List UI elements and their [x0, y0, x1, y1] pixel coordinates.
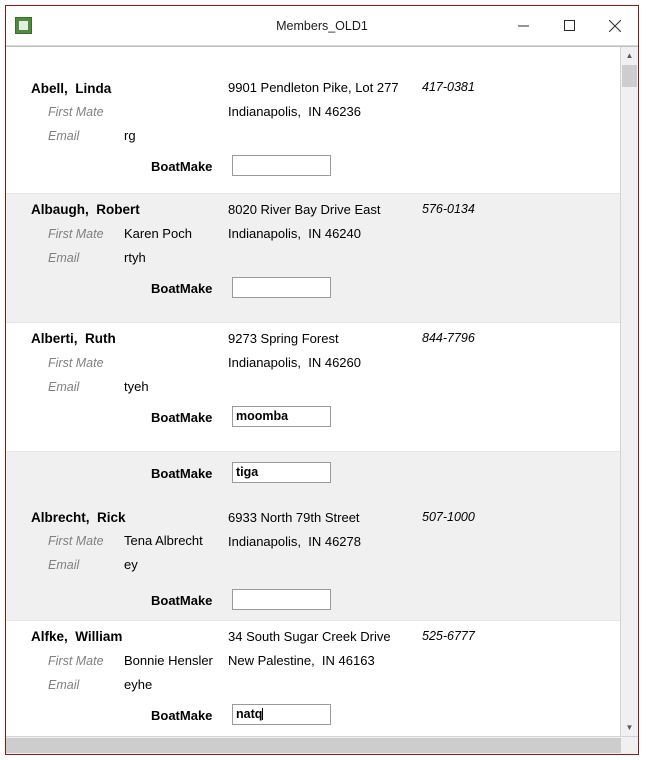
- email-value[interactable]: eyhe: [124, 677, 153, 692]
- member-name: Albaugh, Robert: [31, 202, 140, 217]
- address-line-1: 9901 Pendleton Pike, Lot 277: [228, 80, 399, 95]
- email-value[interactable]: ey: [124, 557, 138, 572]
- address-line-1: 9273 Spring Forest: [228, 331, 339, 346]
- email-label: Email: [48, 678, 80, 692]
- email-label: Email: [48, 251, 80, 265]
- address-line-2: Indianapolis, IN 46260: [228, 355, 361, 370]
- first-mate-label: First Mate: [48, 227, 104, 241]
- address-line-2: Indianapolis, IN 46236: [228, 104, 361, 119]
- phone-number: 576-0134: [422, 202, 475, 216]
- boatmake-label: BoatMake: [151, 410, 213, 425]
- email-value[interactable]: rtyh: [124, 250, 146, 265]
- boatmake-input[interactable]: moomba: [232, 406, 331, 427]
- close-icon[interactable]: [592, 6, 638, 45]
- scroll-up-icon[interactable]: ▲: [621, 47, 638, 64]
- vertical-scroll-thumb[interactable]: [622, 65, 637, 87]
- table-row[interactable]: [6, 452, 620, 621]
- phone-number: 525-6777: [422, 629, 475, 643]
- email-value[interactable]: rg: [124, 128, 136, 143]
- address-line-2: New Palestine, IN 46163: [228, 653, 375, 668]
- member-name: Albrecht, Rick: [31, 510, 126, 525]
- address-line-1: 34 South Sugar Creek Drive: [228, 629, 391, 644]
- first-mate-label: First Mate: [48, 105, 104, 119]
- boatmake-input[interactable]: [232, 589, 331, 610]
- table-row[interactable]: [6, 194, 620, 323]
- form-body: [6, 46, 638, 736]
- address-line-2: Indianapolis, IN 46278: [228, 534, 361, 549]
- phone-number: 844-7796: [422, 331, 475, 345]
- first-mate-label: First Mate: [48, 654, 104, 668]
- first-mate-value[interactable]: Tena Albrecht: [124, 533, 203, 548]
- first-mate-label: First Mate: [48, 534, 104, 548]
- email-label: Email: [48, 558, 80, 572]
- horizontal-scroll-thumb[interactable]: [6, 738, 638, 753]
- application-window: [5, 5, 639, 755]
- phone-number: 417-0381: [422, 80, 475, 94]
- boatmake-input[interactable]: [232, 277, 331, 298]
- first-mate-label: First Mate: [48, 356, 104, 370]
- boatmake-label: BoatMake: [151, 159, 213, 174]
- address-line-2: Indianapolis, IN 46240: [228, 226, 361, 241]
- access-form-icon: [15, 17, 32, 34]
- maximize-icon[interactable]: [546, 6, 592, 45]
- boatmake-label: BoatMake: [151, 593, 213, 608]
- table-row[interactable]: [6, 323, 620, 452]
- member-name: Abell, Linda: [31, 81, 112, 96]
- horizontal-scrollbar[interactable]: [6, 736, 638, 754]
- continuous-form-records: [6, 47, 620, 736]
- table-row[interactable]: [6, 621, 620, 736]
- title-bar: [6, 6, 638, 46]
- table-row[interactable]: [6, 47, 620, 194]
- phone-number: 507-1000: [422, 510, 475, 524]
- scroll-down-icon[interactable]: ▼: [621, 719, 638, 736]
- boatmake-label: BoatMake: [151, 466, 213, 481]
- member-name: Alfke, William: [31, 629, 123, 644]
- scrollbar-corner: [621, 737, 638, 754]
- minimize-icon[interactable]: [500, 6, 546, 45]
- first-mate-value[interactable]: Karen Poch: [124, 226, 192, 241]
- boatmake-input[interactable]: tiga: [232, 462, 331, 483]
- first-mate-value[interactable]: Bonnie Hensler: [124, 653, 213, 668]
- boatmake-input[interactable]: [232, 155, 331, 176]
- window-title: Members_OLD1: [276, 18, 368, 33]
- address-line-1: 8020 River Bay Drive East: [228, 202, 381, 217]
- email-label: Email: [48, 380, 80, 394]
- member-name: Alberti, Ruth: [31, 331, 116, 346]
- email-value[interactable]: tyeh: [124, 379, 149, 394]
- window-controls: [500, 6, 638, 45]
- email-label: Email: [48, 129, 80, 143]
- address-line-1: 6933 North 79th Street: [228, 510, 360, 525]
- boatmake-label: BoatMake: [151, 281, 213, 296]
- vertical-scrollbar[interactable]: [620, 47, 638, 736]
- boatmake-label: BoatMake: [151, 708, 213, 723]
- boatmake-input[interactable]: natq: [232, 704, 331, 725]
